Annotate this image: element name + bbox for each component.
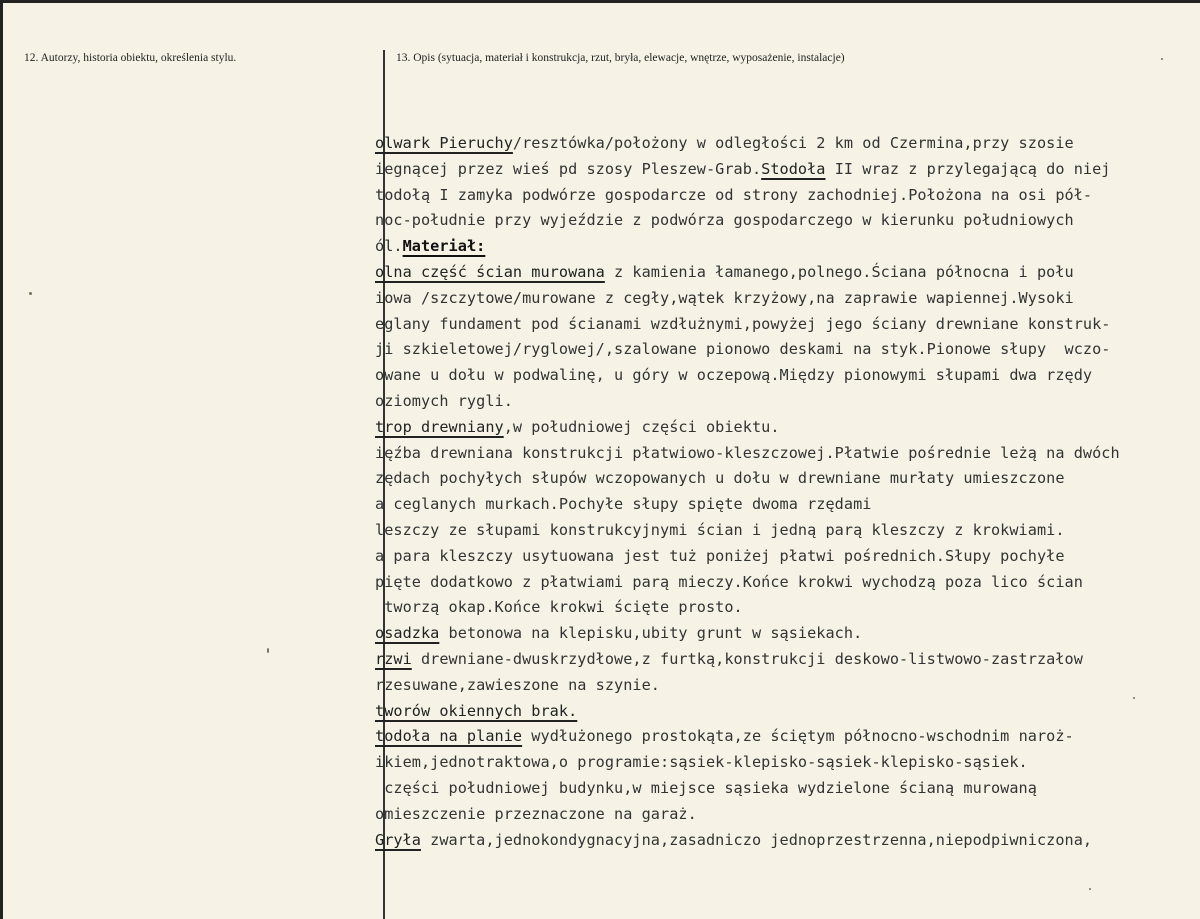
text-line (375, 234, 1195, 260)
text-line (375, 776, 1195, 802)
text-line (375, 724, 1195, 750)
text-line (375, 208, 1195, 234)
underlined-heading: tworów okiennych brak. (375, 701, 578, 720)
text-line (375, 518, 1195, 544)
text-line (375, 441, 1195, 467)
text-segment: zędach pochyłych słupów wczopowanych u dołu w drewniane murłaty umieszczone (375, 469, 1065, 488)
text-line (375, 337, 1195, 363)
text-line (375, 131, 1195, 157)
text-line (375, 621, 1195, 647)
section-12-header: 12. Autorzy, historia obiektu, określenia stylu. (24, 52, 237, 64)
text-segment: oziomych rygli. (375, 391, 513, 410)
paper-speck (29, 292, 32, 295)
text-line (375, 544, 1195, 570)
top-border (0, 0, 1200, 3)
text-segment: ji szkieletowej/ryglowej/,szalowane pionowo deskami na styk.Pionowe słupy wczo- (375, 340, 1111, 359)
text-line (375, 312, 1195, 338)
text-line (375, 570, 1195, 596)
text-segment: iegnącej przez wieś pd szosy Pleszew-Grab. (375, 159, 762, 178)
text-segment: eglany fundament pod ścianami wzdłużnymi,powyżej jego ściany drewniane konstruk- (375, 314, 1111, 333)
text-segment: rzesuwane,zawieszone na szynie. (375, 675, 661, 694)
text-line (375, 286, 1195, 312)
underlined-heading: Stodoła (761, 159, 826, 178)
text-line (375, 363, 1195, 389)
text-segment: ,w południowej części obiektu. (503, 417, 780, 436)
text-line (375, 802, 1195, 828)
text-segment: owane u dołu w podwalinę, u góry w oczepową.Między pionowymi słupami dwa rzędy (375, 366, 1093, 385)
paper-speck (1133, 697, 1135, 699)
text-line (375, 750, 1195, 776)
text-segment: II wraz z przylegającą do niej (825, 159, 1111, 178)
text-segment: noc-południe przy wyjeździe z podwórza gospodarczego w kierunku południowych (375, 211, 1074, 230)
text-segment: /resztówka/położony w odległości 2 km od Czermina,przy szosie (512, 134, 1074, 152)
paper-speck (1161, 58, 1163, 60)
underlined-heading: olwark Pieruchy (375, 134, 513, 152)
text-line (375, 183, 1195, 209)
text-segment: ól. (375, 237, 403, 256)
text-segment: zwarta,jednokondygnacyjna,zasadniczo jednoprzestrzenna,niepodpiwniczona, (420, 830, 1093, 849)
section-13-header: 13. Opis (sytuacja, materiał i konstrukcja, rzut, bryła, elewacje, wnętrze, wyposażenie, instalacje) (396, 52, 845, 64)
paper-speck (267, 648, 269, 653)
text-segment: drewniane-dwuskrzydłowe,z furtką,konstrukcji deskowo-listwowo-zastrzałow (411, 649, 1083, 668)
text-segment: betonowa na klepisku,ubity grunt w sąsiekach. (439, 624, 863, 643)
text-line (375, 492, 1195, 518)
text-segment: części południowej budynku,w miejsce sąsieka wydzielone ścianą murowaną (375, 778, 1037, 797)
underlined-heading: rzwi (375, 649, 412, 668)
description-text (375, 131, 1195, 853)
text-segment: ikiem,jednotraktowa,o programie:sąsiek-klepisko-sąsiek-klepisko-sąsiek. (375, 753, 1028, 772)
underlined-heading: todoła na planie (375, 727, 523, 746)
left-border (0, 0, 3, 919)
text-segment: pięte dodatkowo z płatwiami parą mieczy.Końce krokwi wychodzą poza lico ścian (375, 572, 1083, 591)
text-line (375, 415, 1195, 441)
paper-speck (1089, 888, 1091, 890)
underlined-heading: olna część ścian murowana (375, 262, 605, 281)
text-line (375, 699, 1195, 725)
text-segment: iowa /szczytowe/murowane z cegły,wątek krzyżowy,na zaprawie wapiennej.Wysoki (375, 288, 1074, 307)
text-segment: tworzą okap.Końce krokwi ścięte prosto. (375, 598, 743, 617)
underlined-heading: trop drewniany (375, 417, 504, 436)
text-line (375, 595, 1195, 621)
text-segment: todołą I zamyka podwórze gospodarcze od strony zachodniej.Położona na osi pół- (375, 185, 1093, 204)
underlined-heading: osadzka (375, 624, 440, 643)
text-segment: omieszczenie przeznaczone na garaż. (375, 804, 697, 823)
text-segment: wydłużonego prostokąta,ze ściętym północno-wschodnim naroż- (522, 727, 1074, 746)
underlined-heading: Gryła (375, 830, 421, 849)
text-line (375, 260, 1195, 286)
underlined-heading: Materiał: (402, 237, 486, 256)
text-line (375, 673, 1195, 699)
text-segment: a ceglanych murkach.Pochyłe słupy spięte dwoma rzędami (375, 495, 872, 514)
text-segment: leszczy ze słupami konstrukcyjnymi ścian i jedną parą kleszczy z krokwiami. (375, 520, 1065, 539)
text-segment: z kamienia łamanego,polnego.Ściana północna i połu (604, 262, 1074, 281)
text-segment: ięźba drewniana konstrukcji płatwiowo-kleszczowej.Płatwie pośrednie leżą na dwóch (375, 443, 1120, 462)
text-line (375, 157, 1195, 183)
text-line (375, 389, 1195, 415)
text-line (375, 828, 1195, 854)
text-line (375, 466, 1195, 492)
text-line (375, 647, 1195, 673)
text-segment: a para kleszczy usytuowana jest tuż poniżej płatwi pośrednich.Słupy pochyłe (375, 546, 1065, 565)
